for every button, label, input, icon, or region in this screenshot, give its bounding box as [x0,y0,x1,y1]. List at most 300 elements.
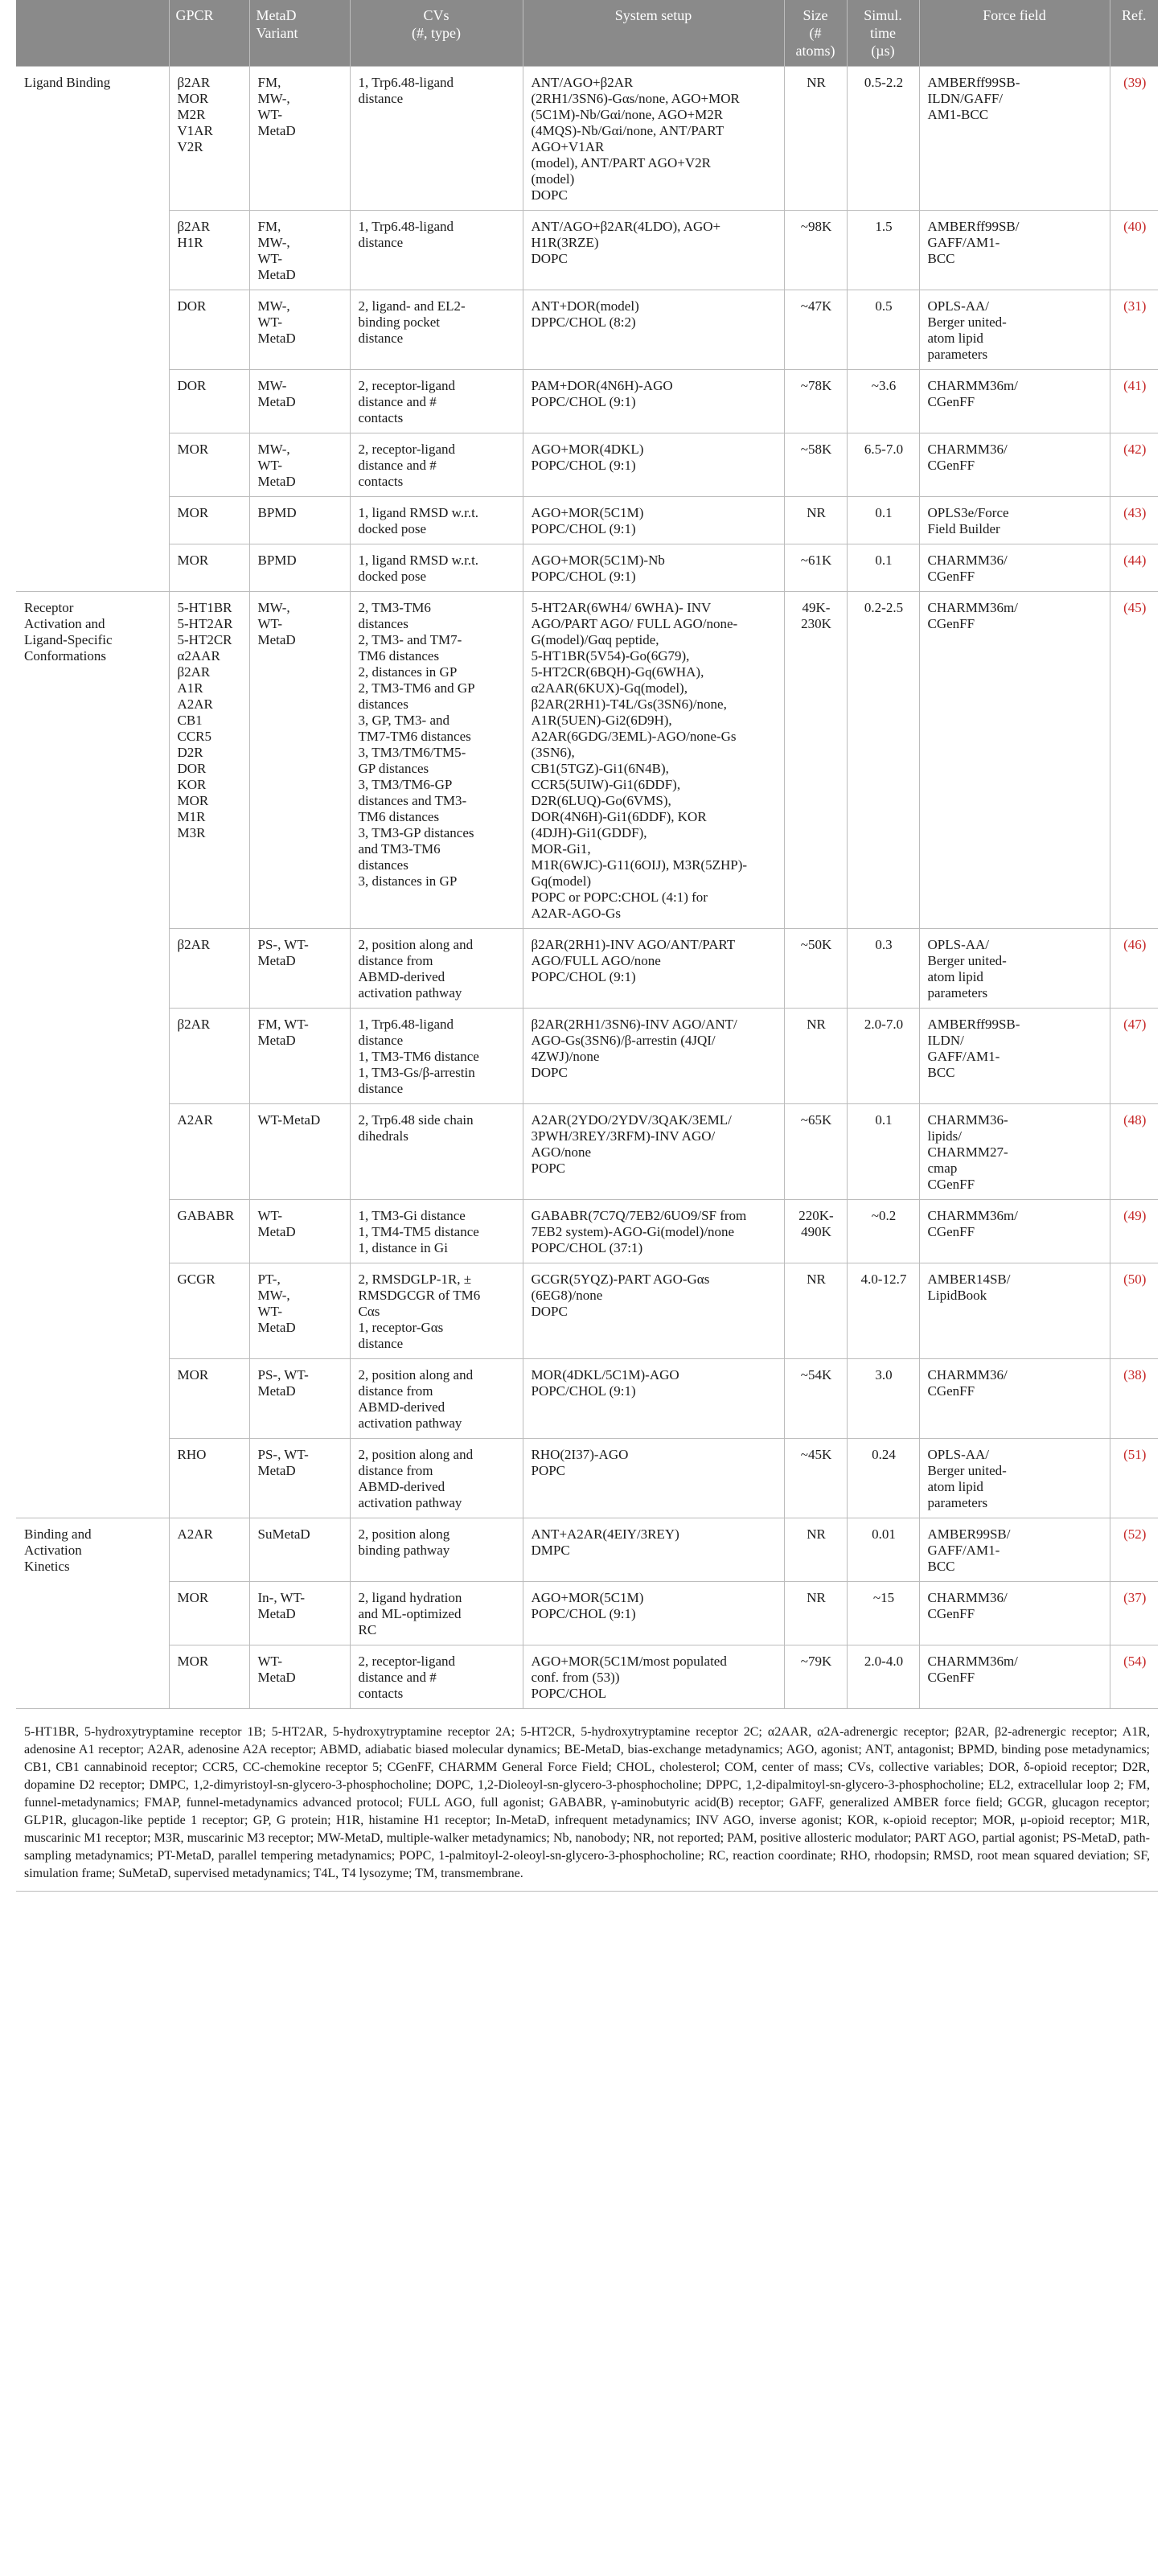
setup-cell-line: POPC/CHOL (9:1) [531,521,636,536]
cvs-cell [350,1645,523,1709]
force-field-cell-line: OPLS-AA/ [927,298,990,314]
setup-cell-line: CB1(5TGZ)-Gi1(6N4B), [531,761,669,776]
force-field-cell-line: parameters [927,347,988,362]
gpcr-cell-line: CB1 [177,713,203,728]
cvs-cell-line: distances [358,857,408,873]
cvs-cell-line: distance and # [358,394,437,409]
setup-cell-line: conf. from (53)) [531,1670,620,1685]
gpcr-cell [169,1009,249,1104]
cvs-cell-line: 2, receptor-ligand [358,378,455,393]
time-cell: ~15 [847,1582,919,1645]
setup-cell [523,1263,784,1359]
cvs-cell-line: 3, distances in GP [358,873,458,889]
size-cell: ~50K [784,929,847,1009]
cvs-cell-line: TM6 distances [358,809,440,824]
variant-cell-line: MetaD [257,1383,296,1399]
gpcr-cell-line: D2R [177,745,203,760]
category-cell [16,370,169,433]
setup-cell-line: POPC/CHOL (9:1) [531,458,636,473]
cvs-cell-line: 3, TM3-GP distances [358,825,474,840]
setup-cell-line: AGO+MOR(5C1M) [531,505,644,520]
variant-cell-line: BPMD [257,553,297,568]
gpcr-cell-line: β2AR [177,1017,211,1032]
gpcr-cell [169,211,249,290]
size-cell: NR [784,1518,847,1582]
setup-cell-line: A2AR(6GDG/3EML)-AGO/none-Gs [531,729,737,744]
setup-cell-line: (5C1M)-Nb/Gαi/none, AGO+M2R [531,107,724,122]
ref-cell[interactable]: (40) [1110,211,1158,290]
cvs-cell-line: distances and TM3- [358,793,467,808]
force-field-cell [919,1645,1110,1709]
variant-cell-line: MetaD [257,1033,296,1048]
variant-cell-line: WT- [257,458,283,473]
force-field-cell-line: CHARMM36m/ [927,378,1018,393]
cvs-cell-line: 2, receptor-ligand [358,442,455,457]
force-field-cell [919,497,1110,544]
force-field-cell [919,1582,1110,1645]
time-cell: 0.01 [847,1518,919,1582]
variant-cell-line: WT- [257,251,283,266]
gpcr-cell-line: A2AR [177,696,213,712]
category-cell [16,1518,169,1582]
variant-cell-line: MW-, [257,298,290,314]
cvs-cell [350,1518,523,1582]
size-cell: ~61K [784,544,847,592]
table-page [16,0,1158,1892]
cvs-cell-line: 1, TM3-Gi distance [358,1208,466,1223]
header-row [16,0,1158,67]
ref-cell[interactable]: (43) [1110,497,1158,544]
category-cell [16,1582,169,1645]
cvs-cell-line: 2, Trp6.48 side chain [358,1112,474,1128]
cvs-cell-line: 1, Trp6.48-ligand [358,75,454,90]
gpcr-cell-line: α2AAR [177,648,220,664]
force-field-cell-line: CHARMM36m/ [927,600,1018,615]
variant-cell-line: MetaD [257,1670,296,1685]
ref-cell[interactable]: (50) [1110,1263,1158,1359]
cvs-cell-line: and ML-optimized [358,1606,462,1621]
variant-cell [249,544,350,592]
force-field-cell-line: CGenFF [927,1224,975,1239]
force-field-cell-line: CHARMM36/ [927,553,1008,568]
setup-cell-line: 4ZWJ)/none [531,1049,600,1064]
category-cell-line: Kinetics [24,1559,70,1574]
ref-cell[interactable]: (54) [1110,1645,1158,1709]
time-cell: 2.0-7.0 [847,1009,919,1104]
setup-cell-line: Gq(model) [531,873,592,889]
cvs-cell-line: ABMD-derived [358,1399,445,1415]
size-cell: NR [784,1582,847,1645]
force-field-cell-line: CGenFF [927,394,975,409]
header-variant-line: Variant [256,25,298,41]
cvs-cell-line: 2, receptor-ligand [358,1654,455,1669]
force-field-cell-line: AMBER99SB/ [927,1526,1011,1542]
table-row [16,1263,1158,1359]
header-size [784,0,847,67]
table-row [16,592,1158,929]
category-cell-line: Activation [24,1543,82,1558]
setup-cell [523,290,784,370]
setup-cell-line: DPPC/CHOL (8:2) [531,314,636,330]
header-time-line: Simul. [864,7,902,23]
cvs-cell [350,1263,523,1359]
ref-cell[interactable]: (41) [1110,370,1158,433]
ref-cell[interactable]: (47) [1110,1009,1158,1104]
setup-cell-line: (4MQS)-Nb/Gαi/none, ANT/PART [531,123,725,138]
size-cell: NR [784,1263,847,1359]
gpcr-cell [169,1263,249,1359]
ref-cell[interactable]: (39) [1110,67,1158,211]
setup-cell [523,1200,784,1263]
table-footnote: 5-HT1BR, 5-hydroxytryptamine receptor 1B; 5-HT2AR, 5-hydroxytryptamine receptor 2A; 5-HT2CR, 5-hydroxytryptamine receptor 2C; α2AAR, α2A-adrenergic receptor; β2AR, β2-adrenergic receptor; A1R, adenosine A1 receptor; A2AR, adenosine A2A receptor; ABMD, adiabatic biased molecular dynamics; BE-MetaD, bias-exchange metadynamics; AGO, agonist; ANT, antagonist; BPMD, binding pose metadynamics; CB1, CB1 cannabinoid receptor; CCR5, CC-chemokine receptor 5; CGenFF, CHARMM General Force Field; CHOL, cholesterol; COM, center of mass; CVs, collective variables; DOR, δ-opioid receptor; D2R, dopamine D2 receptor; DMPC, 1,2-dimyristoyl-sn-glycero-3-phosphocholine; DOPC, 1,2-Dioleoyl-sn-glycero-3-phosphocholine; DPPC, 1,2-dipalmitoyl-sn-glycero-3-phosphocholine; EL2, extracellular loop 2; FM, funnel-metadynamics; FMAP, funnel-metadynamics advanced protocol; FULL AGO, full agonist; GABABR, γ-aminobutyric acid(B) receptor; GAFF, generalized AMBER force field; GCGR, glucagon receptor; GLP1R, glucagon-like peptide 1 receptor; GP, G protein; H1R, histamine H1 receptor; In-MetaD, infrequent metadynamics; INV AGO, inverse agonist; KOR, κ-opioid receptor; MOR, μ-opioid receptor; M1R, muscarinic M1 receptor; M3R, muscarinic M3 receptor; MW-MetaD, multiple-walker metadynamics; Nb, nanobody; NR, not reported; PAM, positive allosteric modulator; PART AGO, partial agonist; PS-MetaD, path-sampling metadynamics; PT-MetaD, parallel tempering metadynamics; POPC, 1-palmitoyl-2-oleoyl-sn-glycero-3-phosphocholine; RC, reaction coordinate; RHO, rhodopsin; RMSD, root mean squared deviation; SF, simulation frame; SuMetaD, supervised metadynamics; T4L, T4 lysozyme; TM, transmembrane. [16,1708,1158,1892]
force-field-cell-line: CHARMM27- [927,1144,1008,1160]
cvs-cell-line: 1, Trp6.48-ligand [358,219,454,234]
cvs-cell-line: distance from [358,953,433,968]
setup-cell-line: (6EG8)/none [531,1288,603,1303]
gpcr-cell-line: MOR [177,91,209,106]
table-body [16,67,1158,1709]
gpcr-cell [169,497,249,544]
setup-cell-line: POPC/CHOL (37:1) [531,1240,643,1255]
cvs-cell [350,67,523,211]
variant-cell-line: MetaD [257,632,296,647]
setup-cell-line: DOR(4N6H)-Gi1(6DDF), KOR [531,809,707,824]
force-field-cell-line: CGenFF [927,1177,975,1192]
ref-cell[interactable]: (49) [1110,1200,1158,1263]
category-cell [16,1439,169,1518]
force-field-cell-line: OPLS3e/Force [927,505,1009,520]
force-field-cell-line: ILDN/ [927,1033,964,1048]
gpcr-cell-line: β2AR [177,219,211,234]
category-cell [16,1009,169,1104]
header-size-line: (# [809,25,822,41]
setup-cell-line: M1R(6WJC)-G11(6OIJ), M3R(5ZHP)- [531,857,748,873]
cvs-cell-line: 2, distances in GP [358,664,458,680]
force-field-cell-line: CGenFF [927,569,975,584]
ref-cell[interactable]: (44) [1110,544,1158,592]
variant-cell [249,1518,350,1582]
size-cell: ~79K [784,1645,847,1709]
header-cvs [350,0,523,67]
header-size-line: atoms) [795,43,835,59]
force-field-cell [919,211,1110,290]
setup-cell-line: β2AR(2RH1)-T4L/Gs(3SN6)/none, [531,696,727,712]
time-cell: 0.5-2.2 [847,67,919,211]
force-field-cell-line: CGenFF [927,458,975,473]
setup-cell-line: α2AAR(6KUX)-Gq(model), [531,680,688,696]
ref-cell[interactable]: (51) [1110,1439,1158,1518]
setup-cell-line: 5-HT2AR(6WH4/ 6WHA)- INV [531,600,712,615]
ref-cell[interactable]: (52) [1110,1518,1158,1582]
variant-cell-line: MetaD [257,474,296,489]
cvs-cell-line: 2, position along and [358,937,474,952]
cvs-cell [350,1582,523,1645]
setup-cell-line: 5-HT2CR(6BQH)-Gq(6WHA), [531,664,704,680]
variant-cell [249,1582,350,1645]
category-cell [16,929,169,1009]
header-time-line: (µs) [871,43,895,59]
time-cell: 0.1 [847,497,919,544]
cvs-cell-line: 1, TM3-TM6 distance [358,1049,479,1064]
setup-cell-line: DOPC [531,1065,568,1080]
table-row [16,1009,1158,1104]
gpcr-cell [169,67,249,211]
category-cell-line: Receptor [24,600,74,615]
cvs-cell-line: activation pathway [358,985,462,1000]
gpcr-cell [169,1200,249,1263]
variant-cell-line: MetaD [257,1463,296,1478]
setup-cell-line: AGO+MOR(4DKL) [531,442,644,457]
cvs-cell-line: distance [358,235,404,250]
setup-cell-line: AGO+MOR(5C1M) [531,1590,644,1605]
cvs-cell [350,544,523,592]
variant-cell-line: WT- [257,1208,283,1223]
gpcr-cell-line: MOR [177,1590,209,1605]
cvs-cell-line: activation pathway [358,1415,462,1431]
gpcr-cell [169,433,249,497]
ref-cell[interactable]: (46) [1110,929,1158,1009]
cvs-cell-line: docked pose [358,521,427,536]
cvs-cell-line: distance [358,91,404,106]
ref-cell[interactable]: (38) [1110,1359,1158,1439]
force-field-cell [919,1359,1110,1439]
cvs-cell-line: distance from [358,1463,433,1478]
category-cell [16,1263,169,1359]
category-cell-line: Activation and [24,616,105,631]
force-field-cell-line: CGenFF [927,1383,975,1399]
force-field-cell-line: lipids/ [927,1128,963,1144]
category-cell [16,1359,169,1439]
size-cell: NR [784,67,847,211]
force-field-cell-line: CHARMM36/ [927,1590,1008,1605]
size-cell: ~78K [784,370,847,433]
gpcr-cell-line: V2R [177,139,203,154]
force-field-cell-line: cmap [927,1161,958,1176]
category-cell [16,67,169,211]
cvs-cell-line: 1, Trp6.48-ligand [358,1017,454,1032]
setup-cell-line: GABABR(7C7Q/7EB2/6UO9/SF from [531,1208,747,1223]
category-cell-line: Ligand Binding [24,75,111,90]
setup-cell [523,1645,784,1709]
setup-cell-line: (3SN6), [531,745,575,760]
header-category [16,0,169,67]
force-field-cell-line: AM1-BCC [927,107,989,122]
setup-cell-line: MOR-Gi1, [531,841,591,857]
force-field-cell-line: GAFF/AM1- [927,235,1000,250]
force-field-cell [919,433,1110,497]
force-field-cell [919,929,1110,1009]
gpcr-cell-line: MOR [177,793,209,808]
gpcr-cell-line: M1R [177,809,206,824]
setup-cell-line: ANT+A2AR(4EIY/3REY) [531,1526,679,1542]
setup-cell-line: AGO/FULL AGO/none [531,953,661,968]
table-row [16,544,1158,592]
setup-cell [523,433,784,497]
force-field-cell [919,1518,1110,1582]
size-cell: ~54K [784,1359,847,1439]
ref-cell[interactable]: (45) [1110,592,1158,929]
variant-cell [249,1645,350,1709]
gpcr-cell-line: GABABR [177,1208,235,1223]
header-time-line: time [870,25,896,41]
force-field-cell [919,67,1110,211]
force-field-cell-line: Field Builder [927,521,1000,536]
gpcr-cell [169,1645,249,1709]
cvs-cell-line: binding pocket [358,314,441,330]
variant-cell-line: MetaD [257,1606,296,1621]
size-cell: ~47K [784,290,847,370]
cvs-cell-line: 3, TM3/TM6/TM5- [358,745,466,760]
cvs-cell [350,497,523,544]
setup-cell-line: ANT+DOR(model) [531,298,639,314]
cvs-cell-line: binding pathway [358,1543,450,1558]
setup-cell-line: GCGR(5YQZ)-PART AGO-Gαs [531,1272,710,1287]
size-cell: ~58K [784,433,847,497]
setup-cell-line: 7EB2 system)-AGO-Gi(model)/none [531,1224,735,1239]
setup-cell-line: CCR5(5UIW)-Gi1(6DDF), [531,777,681,792]
ref-cell[interactable]: (37) [1110,1582,1158,1645]
size-cell: ~98K [784,211,847,290]
force-field-cell-line: OPLS-AA/ [927,937,990,952]
table-row [16,290,1158,370]
variant-cell-line: MW-, [257,442,290,457]
gpcr-cell-line: A2AR [177,1112,213,1128]
setup-cell-line: PAM+DOR(4N6H)-AGO [531,378,673,393]
setup-cell-line: AGO/PART AGO/ FULL AGO/none- [531,616,738,631]
setup-cell-line: AGO+MOR(5C1M/most populated [531,1654,727,1669]
cvs-cell-line: 2, TM3-TM6 and GP [358,680,475,696]
table-row [16,1359,1158,1439]
cvs-cell-line: dihedrals [358,1128,408,1144]
setup-cell-line: H1R(3RZE) [531,235,599,250]
variant-cell-line: MW-, [257,91,290,106]
table-row [16,929,1158,1009]
cvs-cell [350,1104,523,1200]
category-cell [16,497,169,544]
variant-cell-line: WT- [257,107,283,122]
setup-cell-line: D2R(6LUQ)-Go(6VMS), [531,793,671,808]
force-field-cell-line: OPLS-AA/ [927,1447,990,1462]
cvs-cell [350,433,523,497]
gpcr-cell [169,592,249,929]
force-field-cell-line: CHARMM36- [927,1112,1008,1128]
cvs-cell-line: distance [358,331,404,346]
force-field-cell-line: Berger united- [927,953,1007,968]
gpcr-cell-line: MOR [177,1367,209,1382]
cvs-cell-line: 1, distance in Gi [358,1240,448,1255]
variant-cell-line: BPMD [257,505,297,520]
time-cell: 0.24 [847,1439,919,1518]
cvs-cell-line: 2, RMSDGLP-1R, ± [358,1272,472,1287]
variant-cell-line: WT- [257,1304,283,1319]
variant-cell-line: MetaD [257,331,296,346]
time-cell: 0.2-2.5 [847,592,919,929]
cvs-cell-line: 2, position along and [358,1447,474,1462]
force-field-cell [919,1009,1110,1104]
cvs-cell-line: activation pathway [358,1495,462,1510]
ref-cell[interactable]: (48) [1110,1104,1158,1200]
gpcr-cell-line: DOR [177,298,207,314]
force-field-cell-line: Berger united- [927,1463,1007,1478]
force-field-cell [919,592,1110,929]
gpcr-cell-line: 5-HT1BR [177,600,232,615]
setup-cell [523,1582,784,1645]
cvs-cell-line: RMSDGCGR of TM6 [358,1288,481,1303]
table-row [16,1518,1158,1582]
variant-cell-line: MW-, [257,600,290,615]
setup-cell-line: (model) [531,171,575,187]
force-field-cell-line: AMBERff99SB/ [927,219,1020,234]
setup-cell-line: A2AR(2YDO/2YDV/3QAK/3EML/ [531,1112,732,1128]
force-field-cell [919,370,1110,433]
ref-cell[interactable]: (42) [1110,433,1158,497]
force-field-cell [919,1263,1110,1359]
force-field-cell [919,544,1110,592]
force-field-cell-line: parameters [927,1495,988,1510]
setup-cell [523,592,784,929]
variant-cell-line: FM, [257,75,281,90]
variant-cell-line: WT- [257,616,283,631]
variant-cell-line: MetaD [257,267,296,282]
setup-cell [523,1359,784,1439]
variant-cell-line: MW-, [257,1288,290,1303]
gpcr-cell [169,1104,249,1200]
table-row [16,211,1158,290]
time-cell: ~0.2 [847,1200,919,1263]
setup-cell-line: DOPC [531,187,568,203]
setup-cell [523,929,784,1009]
force-field-cell-line: BCC [927,1065,955,1080]
header-setup: System setup [523,0,784,67]
variant-cell-line: MetaD [257,953,296,968]
cvs-cell-line: 1, ligand RMSD w.r.t. [358,505,479,520]
setup-cell [523,1009,784,1104]
cvs-cell [350,290,523,370]
cvs-cell-line: docked pose [358,569,427,584]
force-field-cell-line: AMBER14SB/ [927,1272,1011,1287]
cvs-cell-line: 2, position along and [358,1367,474,1382]
gpcr-cell-line: GCGR [177,1272,216,1287]
variant-cell [249,67,350,211]
setup-cell-line: POPC [531,1161,566,1176]
cvs-cell-line: 2, ligand hydration [358,1590,462,1605]
force-field-cell-line: CHARMM36/ [927,1367,1008,1382]
ref-cell[interactable]: (31) [1110,290,1158,370]
gpcr-cell-line: MOR [177,505,209,520]
table-row [16,497,1158,544]
gpcr-cell-line: DOR [177,378,207,393]
setup-cell-line: MOR(4DKL/5C1M)-AGO [531,1367,679,1382]
category-cell [16,1104,169,1200]
setup-cell-line: (model), ANT/PART AGO+V2R [531,155,711,171]
force-field-cell-line: CHARMM36/ [927,442,1008,457]
variant-cell-line: MetaD [257,394,296,409]
size-cell: 220K-490K [784,1200,847,1263]
category-cell [16,211,169,290]
gpcr-cell-line: A1R [177,680,203,696]
time-cell: 3.0 [847,1359,919,1439]
cvs-cell [350,592,523,929]
variant-cell-line: In-, WT- [257,1590,306,1605]
cvs-cell-line: distance [358,1033,404,1048]
cvs-cell-line: 1, TM4-TM5 distance [358,1224,479,1239]
header-size-line: Size [803,7,828,23]
force-field-cell-line: Berger united- [927,314,1007,330]
gpcr-cell-line: MOR [177,553,209,568]
category-cell-line: Binding and [24,1526,92,1542]
cvs-cell-line: GP distances [358,761,429,776]
cvs-cell-line: TM6 distances [358,648,440,664]
